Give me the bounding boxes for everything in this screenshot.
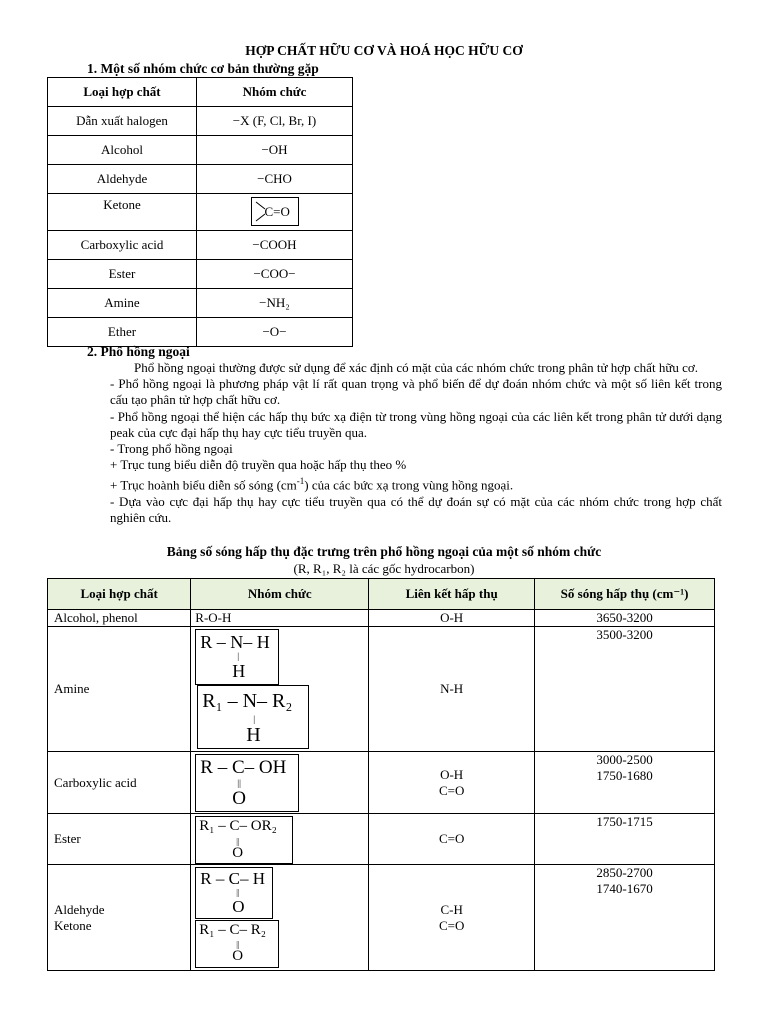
compound-2: Ketone [54,917,92,933]
bond-double-bar: || [236,940,240,949]
compound-cell: Carboxylic acid [48,752,191,814]
group-cell: −X (F, Cl, Br, I) [197,107,353,136]
table-row [48,610,715,627]
table-header: Nhóm chức [197,78,353,107]
ir-description [110,360,722,526]
wavenumber-cell: 1750-1715 [535,814,715,865]
ir-wavenumber-table [47,578,715,971]
group-cell: −NH₂ [197,289,353,318]
group-cell [191,865,369,971]
table-row [48,107,353,136]
ester-structure [195,816,293,864]
group-cell [191,814,369,865]
table-header: Liên kết hấp thụ [369,579,535,610]
group-cell [197,194,353,231]
table-header-row [48,78,353,107]
bond-double-bar: || [236,837,240,846]
compound-1: Aldehyde [54,901,105,917]
table-row [48,752,715,814]
formula-main: R – C– OH [200,757,287,778]
paragraph: - Dựa vào cực đại hấp thụ hay cực tiểu truyền qua có thể dự đoán sự có mặt của các nhóm chức trong hợp chất nghiên cứu. [110,493,722,526]
table-header-row [48,579,715,610]
table-row [48,136,353,165]
formula-h: H [246,724,261,746]
compound-cell: Alcohol, phenol [48,610,191,627]
compound-cell: Alcohol [48,136,197,165]
ketone-formula-structure [195,920,279,968]
bond-1: O-H [440,766,464,782]
wavenumber-cell [535,752,715,814]
group-cell [191,627,369,752]
formula-h: H [232,661,246,681]
table-row [48,865,715,971]
bond-cell [369,865,535,971]
table-row [48,165,353,194]
wavenumber-cell [535,865,715,971]
group-cell: −COO− [197,260,353,289]
table-row [48,194,353,231]
paragraph: + Trục hoành biểu diễn số sóng $(cm^{-1})$ của các bức xạ trong vùng hồng ngoại. [110,476,514,493]
group-cell: R-O-H [191,610,369,627]
page-title: HỢP CHẤT HỮU CƠ VÀ HOÁ HỌC HỮU CƠ [245,43,523,58]
axis-note: + Trục hoành biểu diễn số sóng (cm [110,477,297,493]
compound-cell: Ester [48,260,197,289]
bond-1: C-H [440,901,463,917]
paragraph: - Phổ hồng ngoại là phương pháp vật lí rất quan trọng và phổ biến để dự đoán nhóm chức và một số liên kết trong cấu tạo phân tử hợp chất hữu cơ. [110,376,722,408]
table-row [48,260,353,289]
ketone-label: C=O [264,203,290,219]
compound-cell: Amine [48,627,191,752]
table-row [48,814,715,865]
formula-main: R – N– H [200,632,270,652]
compound-cell: Aldehyde [48,165,197,194]
amine-secondary-structure [197,685,309,749]
bond-2: C=O [438,917,465,933]
table-row [48,627,715,752]
compound-cell: Amine [48,289,197,318]
bond-cell [369,752,535,814]
group-cell: −OH [197,136,353,165]
carboxylic-acid-structure [195,754,299,812]
paragraph: - Trong phổ hồng ngoại [110,441,233,457]
table-subcaption: (R, R₁, R₂ là các gốc hydrocarbon) [293,561,475,576]
wavenumber-2: 1740-1670 [596,881,653,896]
paragraph: + Trục tung biểu diễn độ truyền qua hoặc hấp thụ theo % [110,457,407,473]
formula-main: R – C– H [200,869,265,888]
bond-cell: O-H [369,610,535,627]
formula-o: O [232,845,244,861]
compound-cell: Dẫn xuất halogen [48,107,197,136]
table-row [48,231,353,260]
axis-note-suffix: ) của các bức xạ trong vùng hồng ngoại. [304,477,514,493]
group-cell: −COOH [197,231,353,260]
group-cell: −CHO [197,165,353,194]
paragraph: Phổ hồng ngoại thường được sử dụng để xác định có mặt của các nhóm chức trong phân tử hợp chất hữu cơ. [134,360,699,375]
formula-main: R₁ – C– R₂ [199,922,267,938]
compound-cell: Ketone [48,194,197,231]
formula-o: O [232,897,245,916]
compound-cell: Ester [48,814,191,865]
wavenumber-1: 2850-2700 [596,865,653,880]
table-header: Loại hợp chất [48,78,197,107]
compound-cell: Ether [48,318,197,347]
formula-main: R₁ – N– R₂ [202,690,293,712]
functional-groups-table [47,77,353,347]
wavenumber-2: 1750-1680 [596,768,653,783]
table-header: Nhóm chức [191,579,369,610]
table-header: Số sóng hấp thụ (cm⁻¹) [535,579,715,610]
aldehyde-structure [195,867,273,919]
formula-o: O [232,948,244,964]
ketone-structure [251,197,299,226]
group-cell [191,752,369,814]
group-cell: −O− [197,318,353,347]
table-row [48,318,353,347]
bond-double-bar: || [237,778,241,788]
bond-bar: | [253,714,256,724]
bond-double-bar: || [236,888,240,897]
section-1-heading: 1. Một số nhóm chức cơ bản thường gặp [87,61,319,76]
compound-cell: Carboxylic acid [48,231,197,260]
wavenumber-cell: 3500-3200 [535,627,715,752]
table-row [48,289,353,318]
bond-cell: C=O [369,814,535,865]
formula-main: R₁ – C– OR₂ [199,818,277,834]
table-header: Loại hợp chất [48,579,191,610]
amine-primary-structure [195,629,279,685]
paragraph: - Phổ hồng ngoại thể hiện các hấp thụ bức xạ điện từ trong vùng hồng ngoại của các liên kết trong phân tử dưới dạng peak của cực đại hấp thụ hay cực tiểu truyền qua. [110,408,722,440]
compound-cell [48,865,191,971]
wavenumber-1: 3000-2500 [596,752,653,767]
bond-cell: N-H [369,627,535,752]
bond-bar: | [237,651,240,661]
formula-o: O [232,788,247,809]
section-2-heading: 2. Phổ hồng ngoại [87,344,190,359]
wavenumber-cell: 3650-3200 [535,610,715,627]
table-caption: Bảng số sóng hấp thụ đặc trưng trên phổ hồng ngoại của một số nhóm chức [166,544,602,559]
bond-2: C=O [438,782,465,798]
